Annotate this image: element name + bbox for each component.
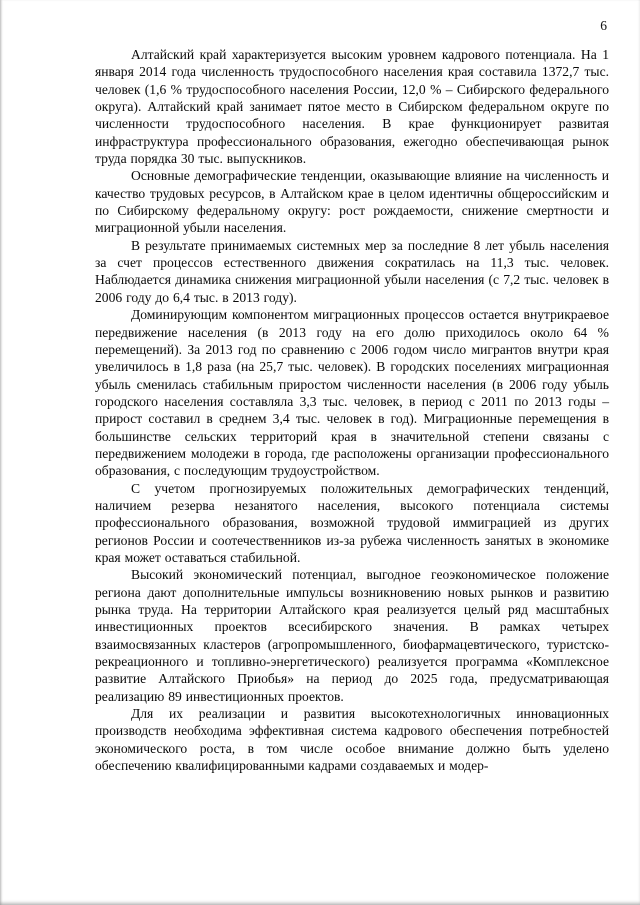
paragraph: Высокий экономический потенциал, выгодное геоэкономическое положение региона дают дополнительные импульсы возникновению новых рынков и развитию рынка труда. На территории Алтайского края реализуется целый ряд масштабных инвестиционных проектов всесибирского значения. В рамках четырех взаимосвязанных кластеров (агропромышленного, биофармацевтического, туристско-рекреационного и топливно-энергетического) реализуется программа «Комплексное развитие Алтайского Приобья» на период до 2025 года, предусматривающая реализацию 89 инвестиционных проектов. [95, 567, 609, 704]
paragraph: Для их реализации и развития высокотехнологичных инновационных производств необходима эффективная система кадрового обеспечения потребностей экономического роста, в том числе особое внимание должно быть уделено обеспечению квалифицированными кадрами создаваемых и модер- [95, 706, 609, 774]
document-body-text [95, 46, 609, 774]
paragraph: Основные демографические тенденции, оказывающие влияние на численность и качество трудовых ресурсов, в Алтайском крае в целом идентичны общероссийским и по Сибирскому федеральному округу: рост рождаемости, снижение смертности и миграционной убыли населения. [95, 168, 609, 236]
paragraph: В результате принимаемых системных мер за последние 8 лет убыль населения за счет процессов естественного движения сократилась на 11,3 тыс. человек. Наблюдается динамика снижения миграционной убыли населения (с 7,2 тыс. человек в 2006 году до 6,4 тыс. в 2013 году). [95, 237, 609, 305]
page-number: 6 [600, 18, 607, 33]
paragraph: Алтайский край характеризуется высоким уровнем кадрового потенциала. На 1 января 2014 года численность трудоспособного населения края составила 1372,7 тыс. человек (1,6 % трудоспособного населения России, 12,0 % – Сибирского федерального округа). Алтайский край занимает пятое место в Сибирском федеральном округе по численности трудоспособного населения. В крае функционирует развитая инфраструктура профессионального образования, ежегодно обеспечивающая рынок труда порядка 30 тыс. выпускников. [95, 47, 609, 167]
paragraph: С учетом прогнозируемых положительных демографических тенденций, наличием резерва незанятого населения, высокого потенциала системы профессионального образования, возможной трудовой иммиграцией из других регионов России и соотечественников из-за рубежа численность занятых в экономике края может оставаться стабильной. [95, 480, 609, 565]
paragraph: Доминирующим компонентом миграционных процессов остается внутрикраевое передвижение населения (в 2013 году на его долю приходилось около 64 % перемещений). За 2013 год по сравнению с 2006 годом число мигрантов внутри края увеличилось в 1,8 раза (на 25,7 тыс. человек). В городских поселениях миграционная убыль сменилась стабильным приростом численности населения (в 2006 году убыль городского населения составляла 3,3 тыс. человек, в период с 2011 по 2013 годы – прирост составил в среднем 3,4 тыс. человек в год). Миграционные перемещения в большинстве сельских территорий края в значительной степени связаны с передвижением молодежи в города, где расположены организации профессионального образования, с последующим трудоустройством. [95, 307, 609, 479]
